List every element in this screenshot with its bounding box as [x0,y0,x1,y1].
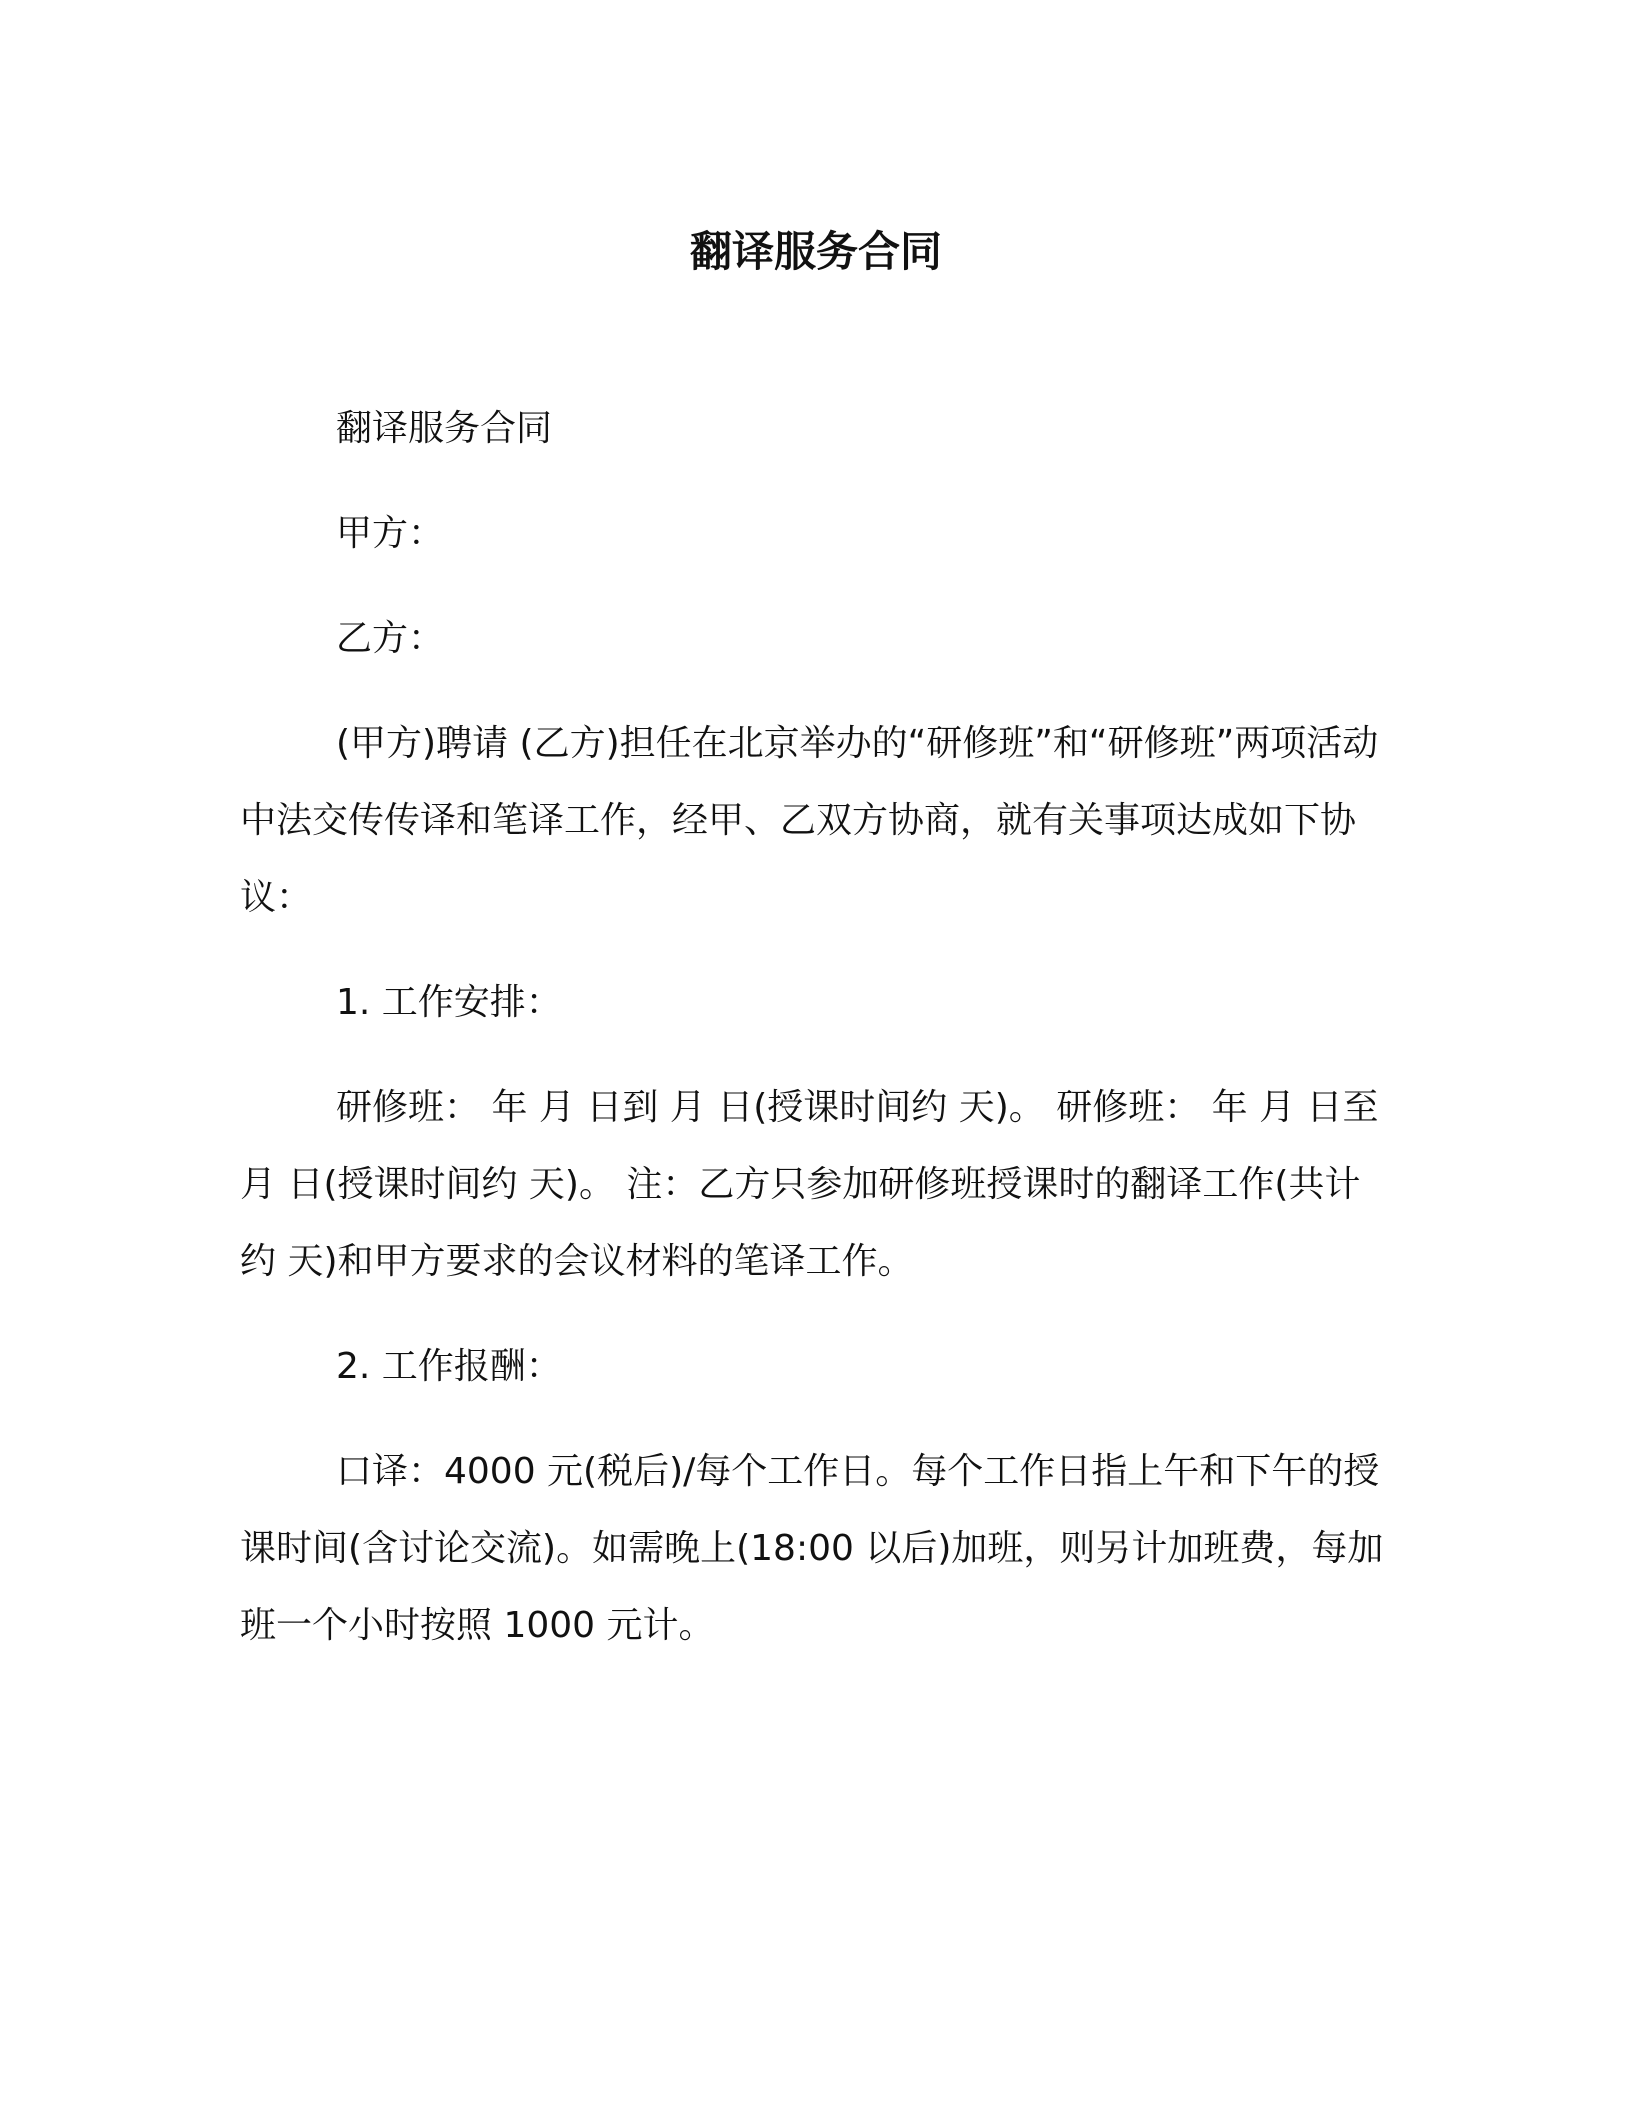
paragraph-remuneration: 口译：4000 元(税后)/每个工作日。每个工作日指上午和下午的授课时间(含讨论交流)。如需晚上(18:00 以后)加班，则另计加班费，每加班一个小时按照 1000 元计。 [240,1451,1384,1646]
section-heading-work-arrangement: 1. 工作安排： [336,982,562,1023]
paragraph-party-b: 乙方： [336,618,445,659]
section-heading-remuneration: 2. 工作报酬： [336,1346,562,1387]
paragraph-work-arrangement: 研修班： 年 月 日到 月 日(授课时间约 天)。 研修班： 年 月 日至 月 日(授课时间约 天)。 注：乙方只参加研修班授课时的翻译工作(共计约 天)和甲方要求的会议材料的笔译工作。 [240,1087,1379,1282]
document-title: 翻译服务合同 [689,227,942,276]
document-body [240,390,1390,1692]
paragraph-heading: 翻译服务合同 [336,408,553,449]
paragraph-intro: (甲方)聘请 (乙方)担任在北京举办的“研修班”和“研修班”两项活动中法交传传译和笔译工作，经甲、乙双方协商，就有关事项达成如下协议： [240,723,1379,918]
paragraph-party-a: 甲方： [336,513,445,554]
